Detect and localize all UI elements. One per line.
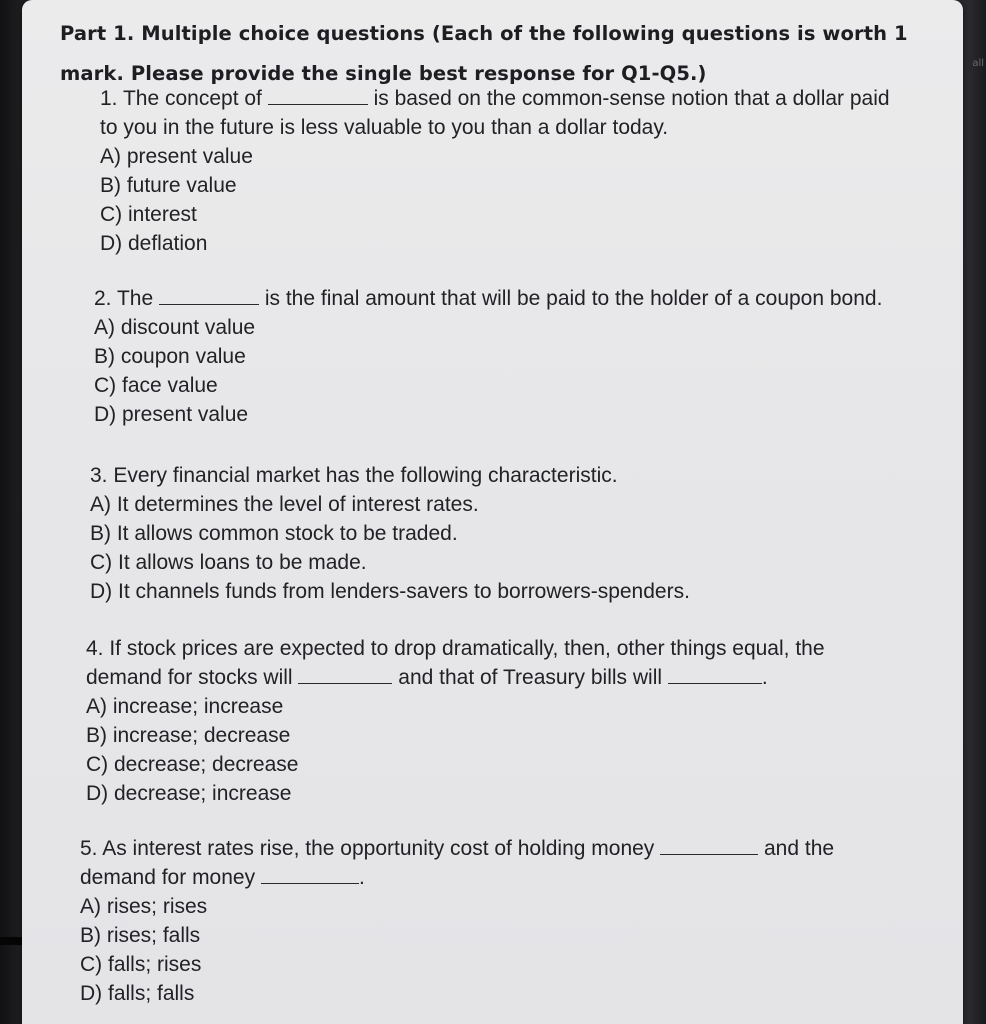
question-2 [94,284,882,429]
question-3 [90,461,690,606]
option-b: B) rises; falls [80,924,201,947]
option-b: B) It allows common stock to be traded. [90,522,458,545]
answer-blank [268,86,368,105]
question-1 [100,84,890,258]
option-a: A) It determines the level of interest rates. [90,493,479,516]
option-b: B) future value [100,174,237,197]
option-d: D) present value [94,403,249,426]
question-2-stem: 2. The is the final amount that will be paid to the holder of a coupon bond. [94,287,883,310]
heading-line-2: mark. Please provide the single best response for Q1-Q5.) [60,62,707,85]
option-c: C) falls; rises [80,953,202,976]
answer-blank [261,865,359,884]
signal-icon: all [972,58,984,69]
question-3-stem: 3. Every financial market has the following characteristic. [90,464,618,487]
option-a: A) increase; increase [86,695,284,718]
answer-blank [668,665,762,684]
question-5-stem: 5. As interest rates rise, the opportunity cost of holding money and the [80,837,835,860]
question-5 [80,834,834,1008]
question-4 [86,634,825,808]
answer-blank [660,836,758,855]
answer-blank [298,665,392,684]
heading-line-1: Part 1. Multiple choice questions (Each of the following questions is worth 1 [60,22,908,45]
question-4-stem-cont: demand for stocks will and that of Treasury bills will . [86,666,768,689]
question-1-stem: 1. The concept of is based on the common-sense notion that a dollar paid [100,87,890,110]
option-c: C) face value [94,374,218,397]
option-d: D) decrease; increase [86,782,292,805]
answer-blank [159,286,259,305]
option-d: D) falls; falls [80,982,195,1005]
question-1-stem-cont: to you in the future is less valuable to you than a dollar today. [100,116,669,139]
question-4-stem: 4. If stock prices are expected to drop dramatically, then, other things equal, the [86,637,825,660]
option-a: A) rises; rises [80,895,208,918]
option-b: B) increase; decrease [86,724,291,747]
device-edge [0,937,22,945]
option-c: C) decrease; decrease [86,753,299,776]
question-sheet [22,0,963,1024]
question-5-stem-cont: demand for money . [80,866,365,889]
option-a: A) discount value [94,316,256,339]
option-b: B) coupon value [94,345,246,368]
option-c: C) interest [100,203,197,226]
option-d: D) deflation [100,232,208,255]
option-c: C) It allows loans to be made. [90,551,367,574]
option-d: D) It channels funds from lenders-savers to borrowers-spenders. [90,580,690,603]
option-a: A) present value [100,145,253,168]
part-heading [60,14,960,94]
